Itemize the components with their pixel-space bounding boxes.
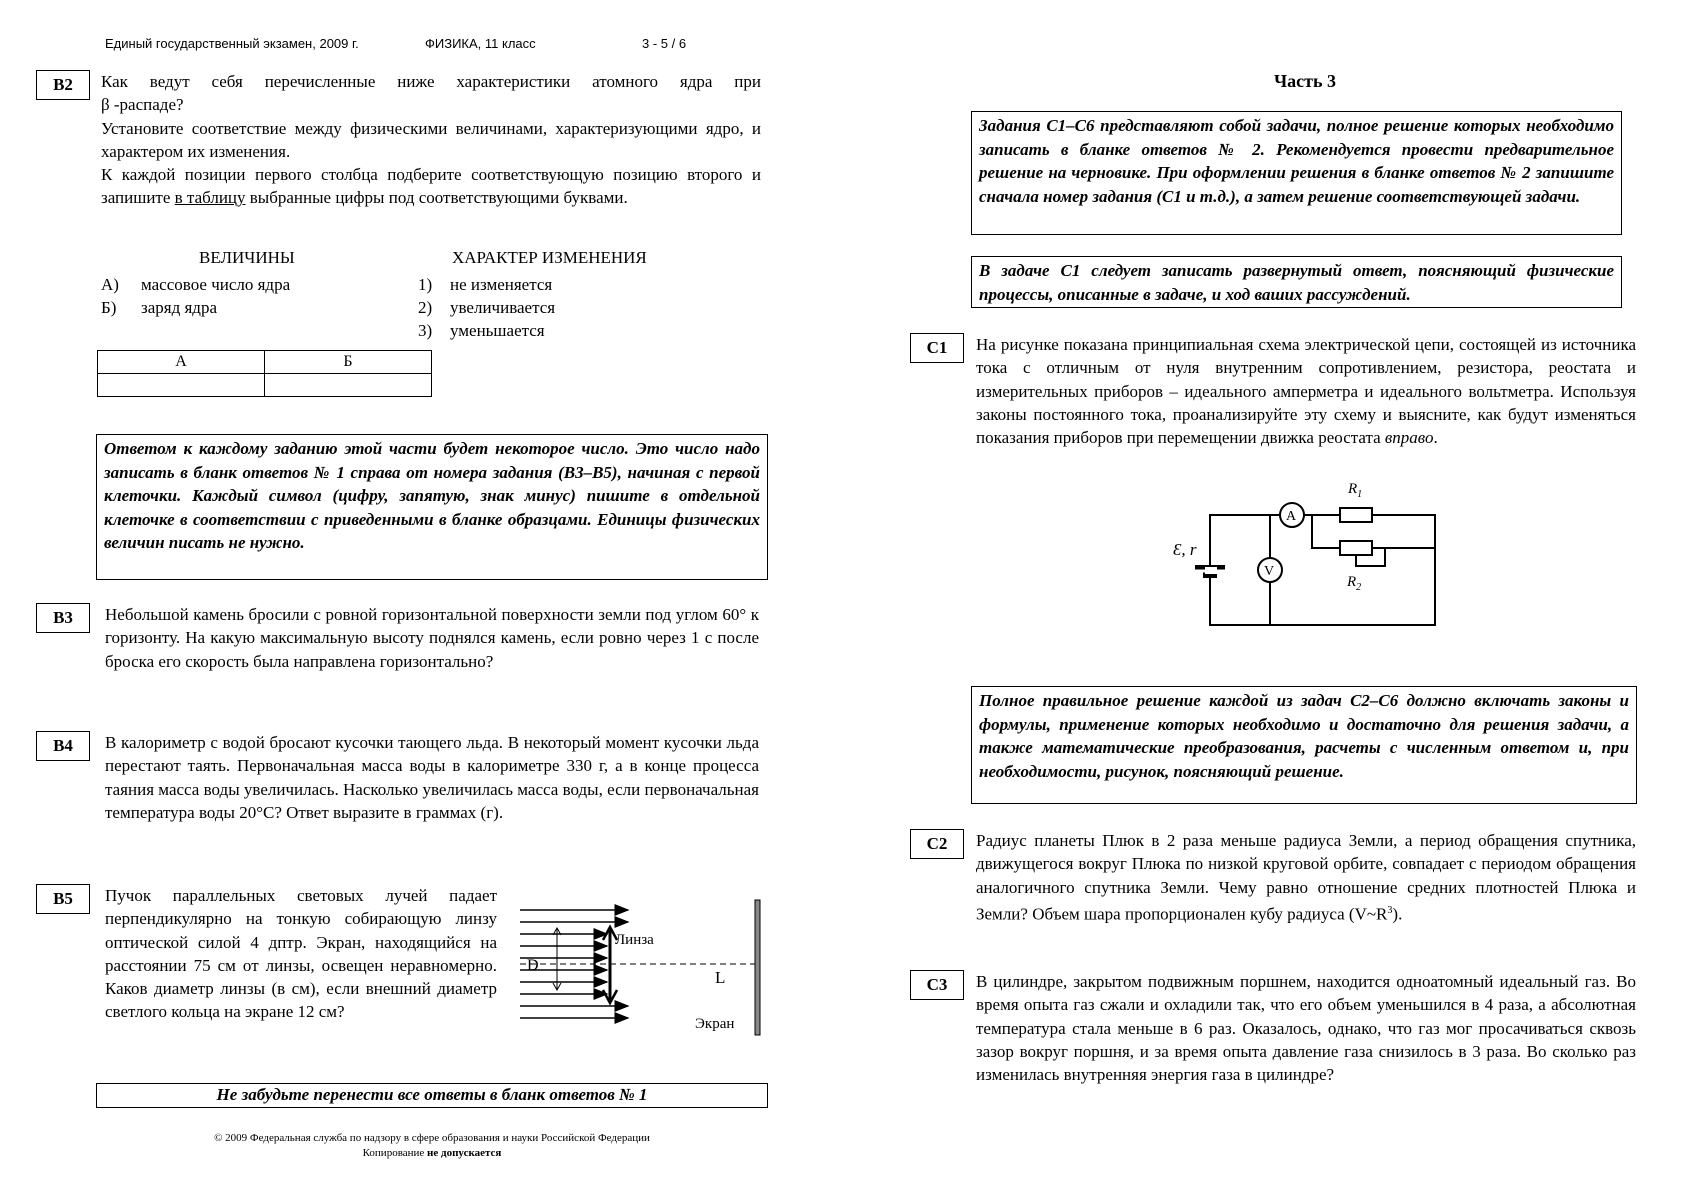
r1-label: $R_1$ bbox=[1348, 481, 1363, 500]
voltmeter-label: V bbox=[1264, 564, 1275, 579]
ammeter-label: A bbox=[1286, 509, 1297, 524]
answer-cell-b[interactable] bbox=[265, 374, 432, 397]
col2-title: ХАРАКТЕР ИЗМЕНЕНИЯ bbox=[452, 248, 647, 267]
part-title: Часть 3 bbox=[1273, 71, 1337, 91]
subject-label: ФИЗИКА, 11 класс bbox=[425, 36, 536, 51]
col2-item: 3) уменьшается bbox=[418, 321, 545, 340]
screen-label: Экран bbox=[695, 1016, 735, 1032]
task-label-c2: C2 bbox=[910, 829, 964, 859]
exam-title: Единый государственный экзамен, 2009 г. bbox=[105, 36, 359, 51]
answer-header-a: А bbox=[98, 351, 265, 374]
rheostat-r2 bbox=[1340, 541, 1372, 555]
b2-instruction: Установите соответствие между физическими величинами, характеризующими ядро, и характером их изменения. bbox=[101, 118, 761, 161]
c1-instructions: В задаче С1 следует записать развернутый ответ, поясняющий физические процессы, описанные в задаче, и ход ваших рассуждений. bbox=[971, 256, 1622, 308]
b2-line1: Как ведут себя перечисленные ниже характеристики атомного ядра при bbox=[101, 72, 761, 91]
page-number: 3 - 5 / 6 bbox=[642, 36, 687, 51]
b4-question: В калориметр с водой бросают кусочки тающего льда. В некоторый момент кусочки льда перестают таять. Первоначальная масса воды в калориметре 330 г, а в конце процесса таяния масса воды увеличилась. Насколько увеличилась масса воды, если первоначальная температура воды 20°С? Ответ выразите в граммах (г). bbox=[105, 733, 759, 822]
screen bbox=[755, 900, 760, 1035]
task-label-b4: B4 bbox=[36, 731, 90, 761]
col1-item: А) массовое число ядра bbox=[101, 275, 291, 294]
col1-title: ВЕЛИЧИНЫ bbox=[199, 248, 295, 267]
table-link: в таблицу bbox=[174, 188, 246, 208]
b2-line2: β -распаде? bbox=[101, 95, 184, 115]
col2-item: 1) не изменяется bbox=[418, 275, 553, 294]
col1-list bbox=[101, 273, 290, 319]
col2-item: 2) увеличивается bbox=[418, 298, 556, 317]
diameter-label: D bbox=[527, 957, 539, 974]
resistor-r1 bbox=[1340, 508, 1372, 522]
instruction-box: Ответом к каждому заданию этой части будет некоторое число. Это число надо записать в бланк ответов № 1 справа от номера задания (В3–В5), начиная с первой клеточки. Каждый символ (цифру, запятую, знак минус) пишите в отдельной клеточке в соответствии с приведенными в бланке образцами. Единицы физических величин писать не нужно. bbox=[96, 434, 768, 580]
task-label-b2: B2 bbox=[36, 70, 90, 100]
copy-notice: Копирование не допускается bbox=[362, 1147, 502, 1159]
copyright: © 2009 Федеральная служба по надзору в сфере образования и науки Российской Федерации bbox=[214, 1132, 650, 1144]
lens-diagram bbox=[515, 895, 765, 1040]
wire bbox=[1312, 515, 1340, 548]
col2-list bbox=[418, 273, 555, 342]
b3-question: Небольшой камень бросили с ровной горизонтальной поверхности земли под углом 60° к горизонту. На какую максимальную высоту поднялся камень, если ровно через 1 с после броска его скорость была направлена горизонтально? bbox=[105, 605, 759, 671]
r2-label: $R_2$ bbox=[1347, 574, 1362, 593]
wire bbox=[1270, 515, 1435, 625]
part3-instructions: Задания С1–С6 представляют собой задачи, полное решение которых необходимо записать в бланке ответов № 2. Рекомендуется провести предварительное решение на черновике. При оформлении решения в бланке ответов № 2 запишите сначала номер задания (С1 и т.д.), а затем решение соответствующей задачи. bbox=[971, 111, 1622, 235]
b2-question bbox=[101, 70, 761, 210]
answer-cell-a[interactable] bbox=[98, 374, 265, 397]
col1-item: Б) заряд ядра bbox=[101, 298, 217, 317]
c2-question: Радиус планеты Плюк в 2 раза меньше радиуса Земли, а период обращения спутника, движущегося вокруг Плюка по низкой круговой орбите, совпадает с периодом обращения аналогичного спутника Земли. Чему равно отношение средних плотностей Плюка и Земли? Объем шара пропорционален кубу радиуса $(V\sim R^3)$. bbox=[976, 831, 1636, 924]
task-label-b5: B5 bbox=[36, 884, 90, 914]
c3-question: В цилиндре, закрытом подвижным поршнем, находится одноатомный идеальный газ. Во время опыта газ сжали и охладили так, что его объем уменьшился в 4 раза, а абсолютная температура стала меньше в 6 раз. Оказалось, однако, что газ мог просачиваться сквозь зазор вокруг поршня, и за время опыта давление газа снизилось в 3 раза. Во сколько раз изменилась внутренняя энергия газа в цилиндре? bbox=[976, 972, 1636, 1085]
circuit-diagram bbox=[1165, 478, 1450, 628]
task-label-b3: B3 bbox=[36, 603, 90, 633]
task-label-c3: C3 bbox=[910, 970, 964, 1000]
task-label-c1: C1 bbox=[910, 333, 964, 363]
reminder-box: Не забудьте перенести все ответы в бланк ответов № 1 bbox=[96, 1083, 768, 1108]
b2-instruction-2: К каждой позиции первого столбца подберите соответствующую позицию второго и запишите в таблицу выбранные цифры под соответствующими буквами. bbox=[101, 165, 761, 208]
lens-label: Линза bbox=[615, 932, 654, 948]
distance-label: L bbox=[715, 968, 726, 987]
c2-c6-instructions: Полное правильное решение каждой из задач С2–С6 должно включать законы и формулы, применение которых необходимо и достаточно для решения задачи, а также математические преобразования, расчеты с численным ответом и, при необходимости, рисунок, поясняющий решение. bbox=[971, 686, 1637, 804]
emf-label: Ɛ, r bbox=[1173, 540, 1197, 559]
answer-header-b: Б bbox=[265, 351, 432, 374]
c1-question: На рисунке показана принципиальная схема электрической цепи, состоящей из источника тока с отличным от нуля внутренним сопротивлением, резистора, реостата и измерительных приборов – идеального амперметра и идеального вольтметра. Используя законы постоянного тока, проанализируйте эту схему и выясните, как будут изменяться показания приборов при перемещении движка реостата вправо. bbox=[976, 335, 1636, 448]
answer-table bbox=[97, 350, 432, 397]
b5-question: Пучок параллельных световых лучей падает перпендикулярно на тонкую собирающую линзу оптической силой 4 дптр. Экран, находящийся на расстоянии 75 см от линзы, освещен неравномерно. Каков диаметр линзы (в см), если внешний диаметр светлого кольца на экране 12 см? bbox=[105, 886, 497, 1022]
